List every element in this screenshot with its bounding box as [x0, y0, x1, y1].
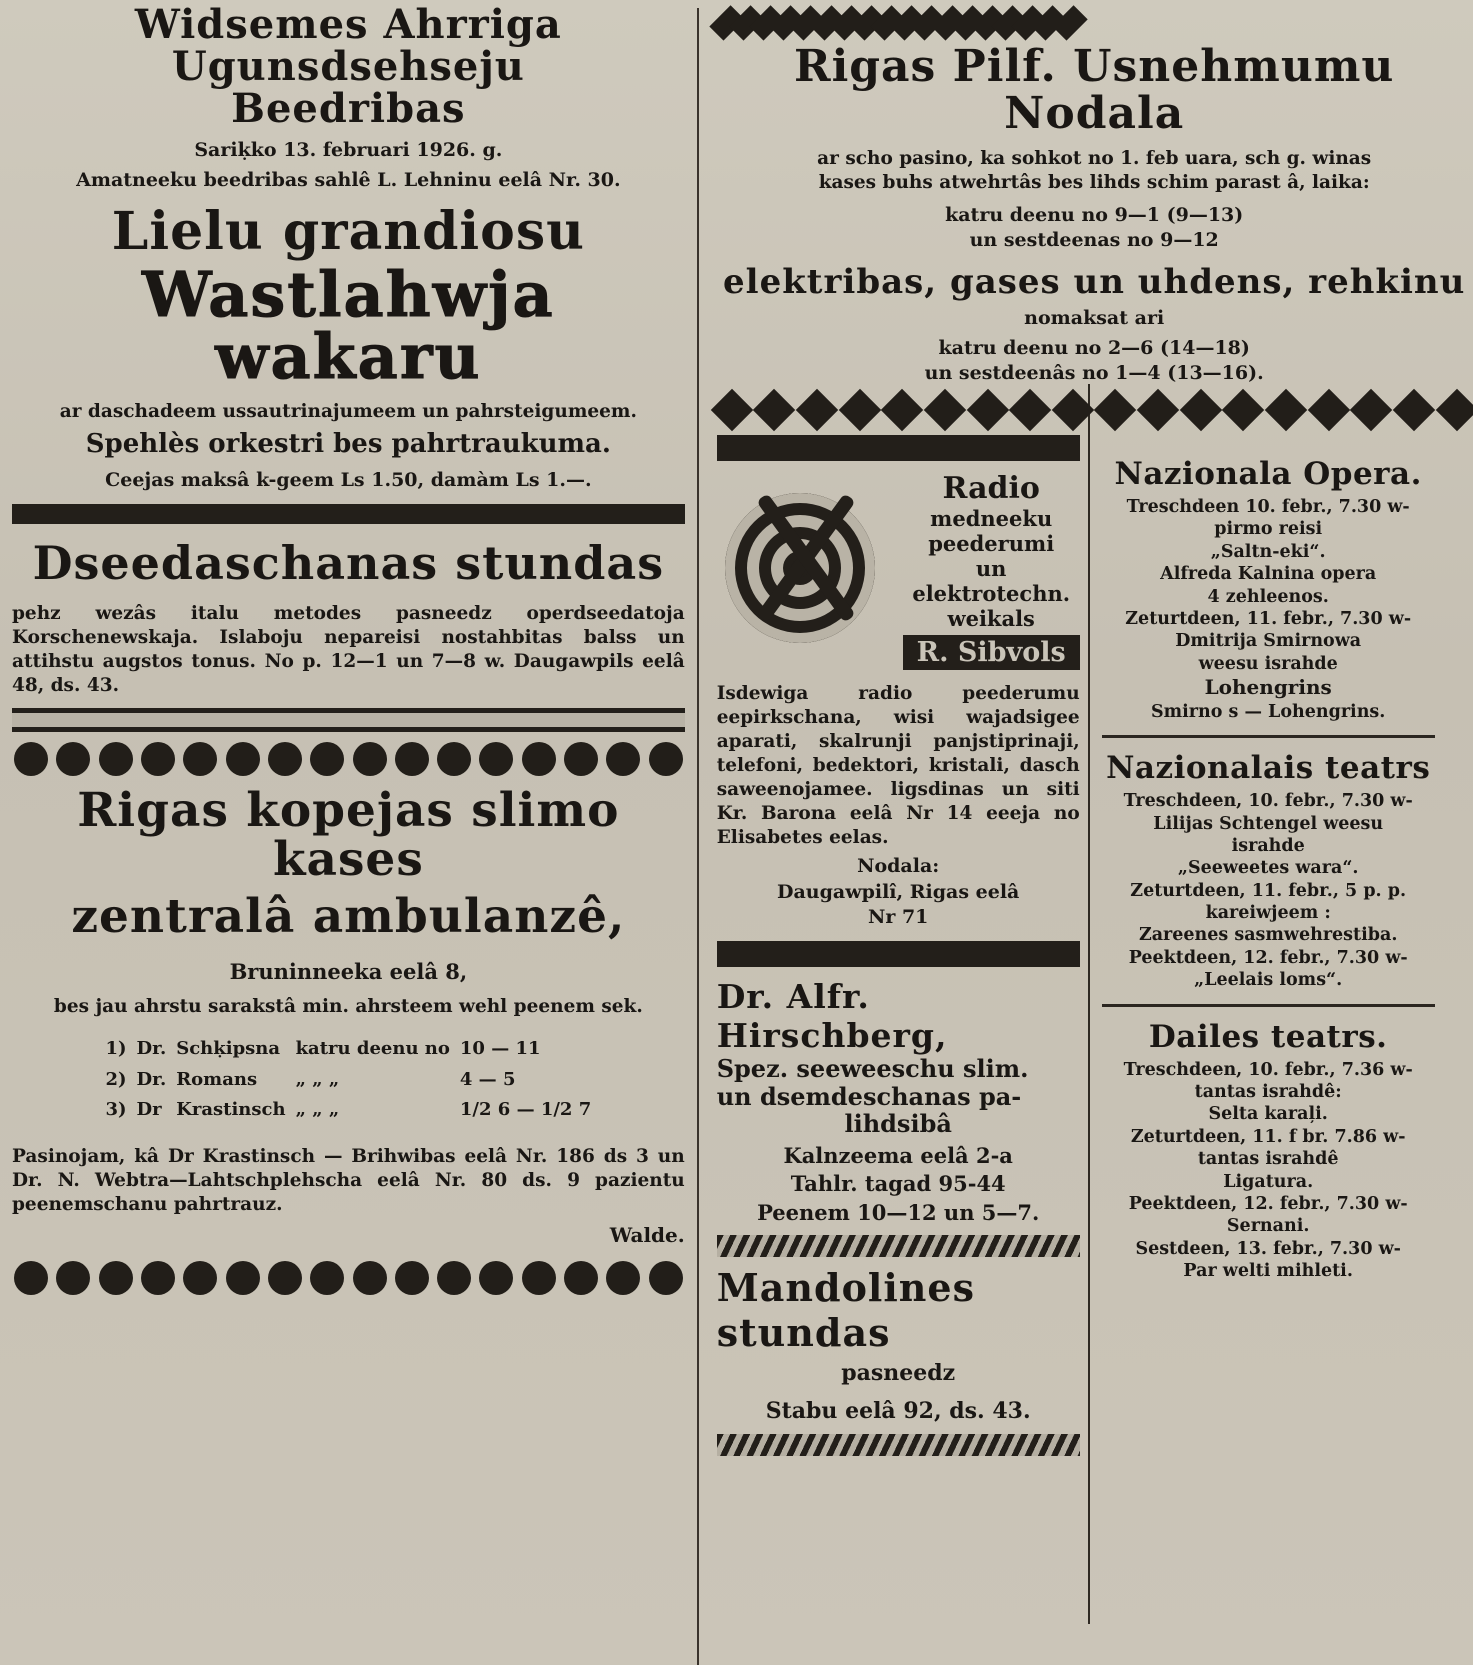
opera-line: Smirno s — Lohengrins.	[1150, 701, 1386, 722]
mandolin-address: Stabu eelâ 92, ds. 43.	[765, 1397, 1031, 1424]
doctor-time: 4 — 5	[459, 1068, 516, 1090]
doctor-name-heading: Dr. Alfr. Hirschberg,	[716, 977, 948, 1056]
hatched-divider-bottom	[717, 1434, 1080, 1456]
radio-branch-address-2: Nr 71	[867, 906, 929, 929]
ad-firefighters-society	[12, 1, 685, 494]
opera-line: Treschdeen 10. febr., 7.30 w-	[1126, 497, 1410, 517]
clinic-doctor-table	[99, 1033, 597, 1127]
national-theatre-line: Treschdeen, 10. febr., 7.30 w-	[1123, 791, 1413, 812]
doctor-num: 3)	[105, 1099, 127, 1121]
mandolin-title: Mandolines stundas	[716, 1264, 975, 1355]
ad-mandolin-lessons	[717, 1265, 1080, 1426]
listing-divider-2	[1102, 1004, 1435, 1007]
ad-clinic	[12, 783, 685, 1248]
society-date: Sariḳko 13. februari 1926. g.	[194, 139, 503, 161]
dot-divider-bottom	[14, 1261, 683, 1295]
listing-national-theatre	[1102, 750, 1435, 992]
radio-word-4: un	[975, 555, 1007, 581]
singing-title: Dseedaschanas stundas	[32, 535, 665, 590]
clinic-title-1: Rigas kopejas slimo kases	[77, 783, 620, 888]
national-theatre-line: Lilijas Schtengel weesu	[1153, 813, 1384, 834]
radio-branch-address-1: Daugawpilî, Rigas eelâ	[777, 880, 1020, 903]
society-desc-2: Spehlès orkestri bes pahrtraukuma.	[85, 429, 611, 460]
tax-pay-note: nomaksat ari	[1024, 306, 1165, 329]
opera-line: Zeturtdeen, 11. febr., 7.30 w-	[1125, 608, 1412, 629]
tax-hours-2: un sestdeenas no 9—12	[969, 229, 1219, 252]
tax-hours-1: katru deenu no 9—1 (9—13)	[945, 203, 1244, 226]
national-theatre-title: Nazionalais teatrs	[1106, 750, 1431, 787]
tax-intro-2: kases buhs atwehrtâs bes lihds schim parast â, laika:	[818, 171, 1370, 193]
clinic-signature: Walde.	[609, 1223, 685, 1248]
dailes-line: Zeturtdeen, 11. f br. 7.86 w-	[1130, 1126, 1406, 1147]
radio-shop-name: R. Sibvols	[903, 635, 1080, 670]
table-row	[101, 1066, 595, 1095]
dailes-line: Sernani.	[1226, 1216, 1310, 1237]
society-headline-2: Wastlahwja wakaru	[141, 258, 555, 394]
column-rule-left	[697, 8, 707, 1665]
clinic-footer: Pasinojam, kâ Dr Krastinsch — Brihwibas eelâ Nr. 186 ds 3 un Dr. N. Webtra—Lahtschplehscha eelâ Nr. 80 ds. 9 pazientu peenemschanu pahrtrauz.	[12, 1146, 685, 1216]
doctor-name: Schḳipsna	[176, 1037, 281, 1059]
dailes-line: Par welti mihleti.	[1183, 1261, 1353, 1282]
singing-body: pehz wezâs italu metodes pasneedz operdseedatoja Korschenewskaja. Islaboju nepareisi nostahbitas balss un attihstu augstos tonus. No p. 12—1 un 7—8 w. Daugawpils eelâ 48, ds. 43.	[12, 602, 685, 696]
national-theatre-line: kareiwjeem :	[1205, 903, 1331, 924]
ad-radio-shop	[717, 471, 1080, 931]
radio-word-3: peederumi	[928, 530, 1055, 556]
opera-line: Alfreda Kalnina opera	[1160, 564, 1377, 585]
national-theatre-line: Zareenes sasmwehrestiba.	[1138, 925, 1398, 946]
left-column	[6, 1, 693, 1665]
doctor-title: Dr.	[136, 1037, 167, 1059]
national-theatre-line: Peektdeen, 12. febr., 7.30 w-	[1128, 947, 1408, 968]
divider-thick-1	[12, 504, 685, 524]
doctor-address: Kalnzeema eelâ 2-a	[783, 1142, 1013, 1168]
dot-divider-top	[14, 742, 683, 776]
black-bar-radio-top	[717, 435, 1080, 461]
opera-line: pirmo reisi	[1214, 519, 1323, 540]
dailes-line: Selta karaļi.	[1208, 1104, 1328, 1125]
table-row	[101, 1035, 595, 1064]
radio-word-1: Radio	[942, 470, 1040, 506]
society-title-line2: Beedribas	[231, 85, 466, 132]
radio-body: Isdewiga radio peederumu eepirkschana, wisi wajadsigee aparati, skalrunji panjstiprinaji, telefoni, bedektori, kristali, dasch saweenojamee. ligsdinas un siti Kr. Barona eelâ Nr 14 eeeja no Elisabetes eelas.	[716, 682, 1080, 849]
right-side	[711, 4, 1467, 1665]
opera-line: 4 zehleenos.	[1207, 586, 1329, 607]
doctor-title: Dr.	[136, 1068, 167, 1090]
mandolin-sub: pasneedz	[841, 1359, 956, 1386]
dailes-line: Sestdeen, 13. febr., 7.30 w-	[1135, 1238, 1401, 1259]
radio-speaker-icon	[717, 471, 897, 661]
table-row	[101, 1096, 595, 1125]
doctor-hours: Peenem 10—12 un 5—7.	[757, 1199, 1040, 1225]
society-price: Ceejas maksâ k-geem Ls 1.50, damàm Ls 1.—.	[105, 469, 592, 492]
clinic-address: Bruninneeka eelâ 8,	[229, 959, 468, 985]
doctor-name: Romans	[176, 1068, 258, 1090]
listing-divider-1	[1102, 735, 1435, 738]
opera-line: „Saltn-eki“.	[1210, 541, 1326, 562]
doctor-spec-1: Spez. seeweeschu slim.	[716, 1054, 1029, 1084]
radio-word-5: elektrotechn.	[912, 580, 1071, 606]
doctor-when: „ „ „	[295, 1099, 340, 1121]
dailes-line: Ligatura.	[1223, 1171, 1314, 1192]
tax-intro-1: ar scho pasino, ka sohkot no 1. feb uara, sch g. winas	[817, 147, 1372, 169]
clinic-title-2: zentralâ ambulanzê,	[71, 888, 626, 944]
doctor-title: Dr	[136, 1099, 162, 1121]
dailes-line: tantas israhdê:	[1194, 1082, 1342, 1103]
black-bar-radio-bottom	[717, 941, 1080, 967]
opera-line: weesu israhde	[1198, 653, 1338, 674]
opera-line: Lohengrins	[1204, 675, 1332, 700]
doctor-num: 1)	[105, 1037, 127, 1059]
society-title-line1: Widsemes Ahrriga Ugunsdsehseju	[134, 1, 562, 90]
doctor-name: Krastinsch	[176, 1099, 286, 1121]
radio-word-2: medneeku	[930, 505, 1053, 531]
tax-services: elektribas, gases un uhdens, rehkinu	[723, 261, 1466, 302]
society-headline-1: Lielu grandiosu	[111, 201, 585, 263]
listing-national-opera	[1102, 456, 1435, 723]
clinic-note: bes jau ahrstu sarakstâ min. ahrsteem wehl peenem sek.	[53, 995, 643, 1017]
divider-double-1	[12, 708, 685, 732]
doctor-spec-3: lihdsibâ	[844, 1109, 952, 1139]
opera-line: Dmitrija Smirnowa	[1175, 631, 1362, 652]
tax-title-line1: Rigas Pilf. Usnehmumu	[794, 41, 1395, 92]
doctor-phone: Tahlr. tagad 95-44	[790, 1171, 1006, 1197]
doctor-time: 1/2 6 — 1/2 7	[459, 1099, 592, 1121]
national-theatre-line: Zeturtdeen, 11. febr., 5 p. p.	[1130, 880, 1407, 901]
dailes-line: Peektdeen, 12. febr., 7.30 w-	[1128, 1193, 1408, 1214]
national-theatre-line: israhde	[1231, 835, 1305, 856]
radio-branch-label: Nodala:	[857, 855, 940, 878]
national-theatre-line: „Seeweetes wara“.	[1177, 858, 1359, 879]
dailes-title: Dailes teatrs.	[1148, 1018, 1388, 1055]
opera-title: Nazionala Opera.	[1114, 456, 1422, 492]
society-venue: Amatneeku beedribas sahlê L. Lehninu eelâ Nr. 30.	[76, 168, 621, 191]
diamond-divider-top	[717, 8, 1080, 38]
tax-hours-4: un sestdeenâs no 1—4 (13—16).	[924, 362, 1264, 385]
doctor-spec-2: un dsemdeschanas pa-	[716, 1081, 1022, 1111]
ad-singing-lessons	[12, 536, 685, 698]
tax-hours-3: katru deenu no 2—6 (14—18)	[938, 336, 1250, 359]
radio-word-6: weikals	[947, 605, 1035, 631]
doctor-num: 2)	[105, 1068, 127, 1090]
doctor-time: 10 — 11	[459, 1037, 541, 1059]
doctor-when: katru deenu no	[295, 1037, 450, 1059]
tax-title-line2: Nodala	[1004, 88, 1185, 140]
hatched-divider	[717, 1235, 1080, 1257]
listing-dailes-theatre	[1102, 1019, 1435, 1283]
ad-doctor-hirschberg	[717, 977, 1080, 1227]
doctor-when: „ „ „	[295, 1068, 340, 1090]
national-theatre-line: „Leelais loms“.	[1194, 970, 1343, 991]
column-rule-right	[1088, 384, 1090, 1624]
dailes-line: tantas israhdê	[1197, 1149, 1339, 1170]
listings-column	[1096, 4, 1441, 1665]
society-desc-1: ar daschadeem ussautrinajumeem un pahrsteigumeem.	[59, 401, 637, 423]
dailes-line: Treschdeen, 10. febr., 7.36 w-	[1123, 1059, 1413, 1080]
